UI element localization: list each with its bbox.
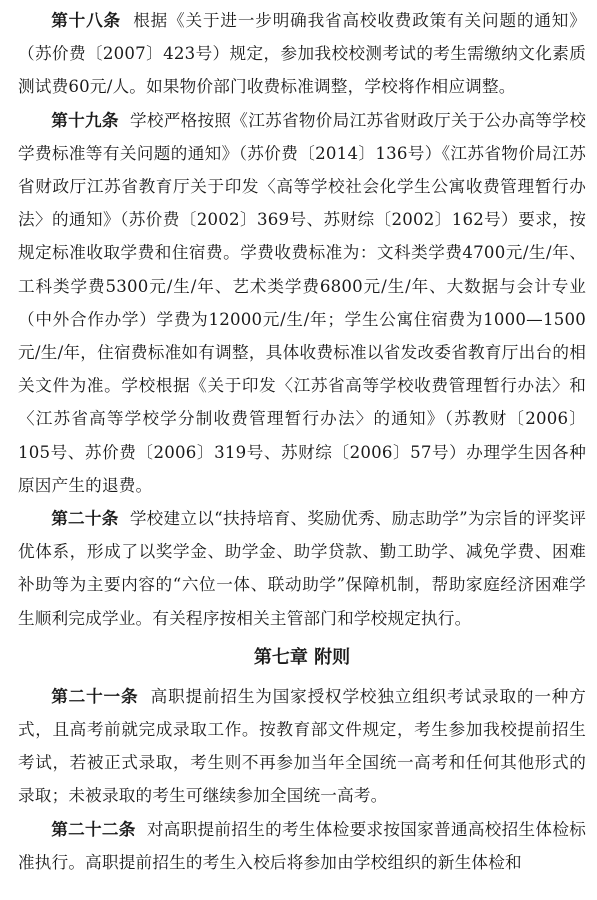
article-21 bbox=[18, 680, 586, 813]
article-text: 学校严格按照《江苏省物价局江苏省财政厅关于公办高等学校学费标准等有关问题的通知》（苏价费〔2014〕136号）《江苏省物价局江苏省财政厅江苏省教育厅关于印发〈高等学校社会化学生公寓收费管理暂行办法〉的通知》（苏价费〔2002〕369号、苏财综〔2002〕162号）要求，按规定标准收取学费和住宿费。学费收费标准为：文科类学费4700元/生/年、工科类学费5300元/生/年、艺术类学费6800元/生/年、大数据与会计专业（中外合作办学）学费为12000元/生/年；学生公寓住宿费为1000—1500元/生/年，住宿费标准如有调整，具体收费标准以省发改委省教育厅出台的相关文件为准。学校根据《关于印发〈江苏省高等学校收费管理暂行办法〉和〈江苏省高等学校学分制收费管理暂行办法〉的通知》（苏教财〔2006〕105号、苏价费〔2006〕319号、苏财综〔2006〕57号）办理学生因各种原因产生的退费。 bbox=[18, 110, 586, 495]
document-page bbox=[18, 4, 586, 879]
article-18 bbox=[18, 4, 586, 104]
article-text: 根据《关于进一步明确我省高校收费政策有关问题的通知》（苏价费〔2007〕423号）规定，参加我校校测考试的考生需缴纳文化素质测试费60元/人。如果物价部门收费标准调整，学校将作相应调整。 bbox=[18, 11, 586, 97]
article-label: 第二十一条 bbox=[51, 686, 139, 706]
article-text: 学校建立以“扶持培育、奖励优秀、励志助学”为宗旨的评奖评优体系，形成了以奖学金、助学金、助学贷款、勤工助学、减免学费、困难补助等为主要内容的“六位一体、联动助学”保障机制，帮助家庭经济困难学生顺利完成学业。有关程序按相关主管部门和学校规定执行。 bbox=[18, 509, 586, 628]
article-text: 高职提前招生为国家授权学校独立组织考试录取的一种方式，且高考前就完成录取工作。按教育部文件规定，考生参加我校提前招生考试，若被正式录取，考生则不再参加当年全国统一高考和任何其他形式的录取；未被录取的考生可继续参加全国统一高考。 bbox=[18, 686, 587, 806]
article-label: 第十九条 bbox=[51, 110, 119, 130]
article-label: 第二十条 bbox=[51, 509, 119, 529]
article-label: 第十八条 bbox=[51, 11, 121, 30]
chapter-heading: 第七章 附则 bbox=[253, 646, 351, 668]
article-19 bbox=[18, 104, 586, 502]
article-20 bbox=[18, 502, 586, 635]
article-text: 对高职提前招生的考生体检要求按国家普通高校招生体检标准执行。高职提前招生的考生入校后将参加由学校组织的新生体检和 bbox=[18, 819, 587, 872]
article-label: 第二十二条 bbox=[51, 819, 136, 839]
article-22 bbox=[18, 813, 586, 879]
